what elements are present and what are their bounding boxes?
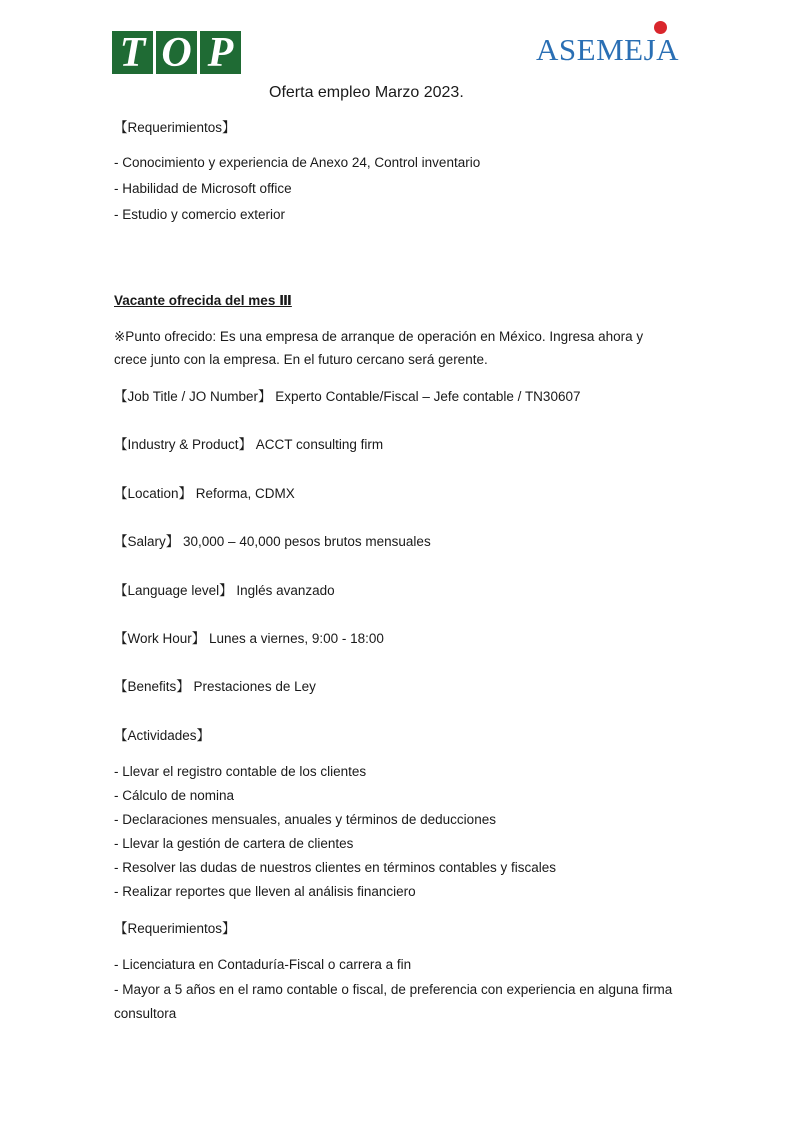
activity-item: - Llevar la gestión de cartera de clientes <box>114 836 354 851</box>
document-title: Oferta empleo Marzo 2023. <box>269 84 464 101</box>
top-logo-letter-t: T <box>112 31 153 74</box>
requirements-heading-1: 【Requerimientos】 <box>114 120 236 135</box>
requirement-item: - Estudio y comercio exterior <box>114 207 286 222</box>
activity-item: - Cálculo de nomina <box>114 788 235 803</box>
requirement-item: consultora <box>114 1006 177 1021</box>
field-location: 【Location】 Reforma, CDMX <box>114 486 295 501</box>
activity-item: - Llevar el registro contable de los clientes <box>114 764 367 779</box>
field-benefits: 【Benefits】 Prestaciones de Ley <box>114 679 316 694</box>
activities-heading: 【Actividades】 <box>114 728 211 743</box>
field-job-title: 【Job Title / JO Number】 Experto Contable/Fiscal – Jefe contable / TN30607 <box>114 389 581 404</box>
top-logo-letter-p: P <box>200 31 241 74</box>
requirements-heading-2: 【Requerimientos】 <box>114 921 236 936</box>
field-work-hour: 【Work Hour】 Lunes a viernes, 9:00 - 18:00 <box>114 631 384 646</box>
requirement-item: - Mayor a 5 años en el ramo contable o fiscal, de preferencia con experiencia en alguna firma <box>114 982 673 997</box>
requirement-item: - Habilidad de Microsoft office <box>114 181 292 196</box>
requirement-item: - Conocimiento y experiencia de Anexo 24, Control inventario <box>114 155 481 170</box>
top-logo-letter-o: O <box>156 31 197 74</box>
vacancy-heading: Vacante ofrecida del mes Ⅲ <box>114 293 292 308</box>
asemeja-logo: ASEMEJA <box>536 32 680 67</box>
top-logo <box>112 31 241 74</box>
requirement-item: - Licenciatura en Contaduría-Fiscal o carrera a fin <box>114 957 412 972</box>
activity-item: - Declaraciones mensuales, anuales y términos de deducciones <box>114 812 496 827</box>
activity-item: - Realizar reportes que lleven al análisis financiero <box>114 884 416 899</box>
point-offered-line: crece junto con la empresa. En el futuro cercano será gerente. <box>114 352 488 367</box>
field-salary: 【Salary】 30,000 – 40,000 pesos brutos mensuales <box>114 534 431 549</box>
point-offered-line: ※Punto ofrecido: Es una empresa de arranque de operación en México. Ingresa ahora y <box>114 329 644 344</box>
activity-item: - Resolver las dudas de nuestros clientes en términos contables y fiscales <box>114 860 556 875</box>
field-industry: 【Industry & Product】 ACCT consulting firm <box>114 437 384 452</box>
field-language-level: 【Language level】 Inglés avanzado <box>114 583 335 598</box>
